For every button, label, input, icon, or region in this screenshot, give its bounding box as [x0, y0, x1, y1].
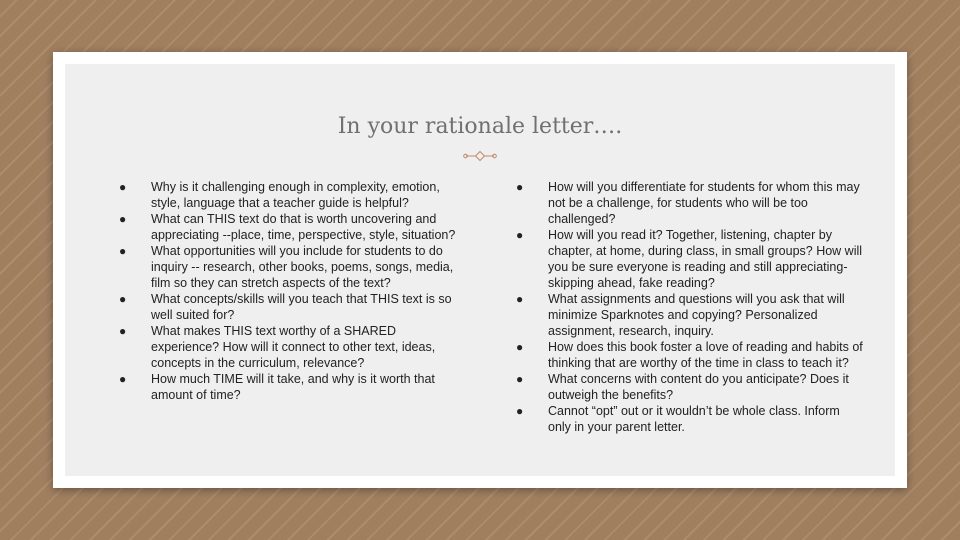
list-item-text: How does this book foster a love of reading and habits of thinking that are worthy of the time in class to teach it?: [548, 340, 863, 370]
list-item-text: How much TIME will it take, and why is it worth that amount of time?: [151, 372, 435, 402]
bullet-icon: ●: [119, 180, 127, 194]
list-item: [119, 211, 464, 243]
list-item-text: What concepts/skills will you teach that THIS text is so well suited for?: [151, 292, 452, 322]
list-item: [119, 323, 464, 371]
slide-content-panel: [65, 64, 895, 476]
list-item: [516, 291, 866, 339]
bullet-icon: ●: [119, 372, 127, 386]
list-item-text: Why is it challenging enough in complexity, emotion, style, language that a teacher guide is helpful?: [151, 180, 440, 210]
bullet-icon: ●: [516, 228, 524, 242]
bullet-icon: ●: [516, 180, 524, 194]
list-item-text: How will you differentiate for students for whom this may not be a challenge, for students who will be too challenged?: [548, 180, 860, 226]
list-item: [119, 371, 464, 403]
list-item: [119, 179, 464, 211]
list-item: [119, 243, 464, 291]
list-item: [516, 371, 866, 403]
list-item-text: Cannot “opt” out or it wouldn’t be whole class. Inform only in your parent letter.: [548, 404, 840, 434]
list-item-text: What assignments and questions will you ask that will minimize Sparknotes and copying? Personalized assignment, research, inquiry.: [548, 292, 845, 338]
right-bullet-list: [516, 179, 866, 435]
list-item-text: What makes THIS text worthy of a SHARED experience? How will it connect to other text, ideas, concepts in the curriculum, relevance?: [151, 324, 436, 370]
bullet-icon: ●: [119, 324, 127, 338]
list-item: [516, 227, 866, 291]
list-item: [516, 339, 866, 371]
list-item: [516, 179, 866, 227]
bullet-icon: ●: [516, 404, 524, 418]
slide-title: In your rationale letter….: [337, 114, 623, 139]
list-item-text: What can THIS text do that is worth uncovering and appreciating --place, time, perspective, style, situation?: [151, 212, 456, 242]
bullet-icon: ●: [516, 292, 524, 306]
list-item: [516, 403, 866, 435]
slide-card: [53, 52, 907, 488]
divider-ornament-icon: [463, 150, 497, 162]
list-item: [119, 291, 464, 323]
list-item-text: What opportunities will you include for students to do inquiry -- research, other books, poems, songs, media, film so they can stretch aspects of the text?: [151, 244, 454, 290]
left-bullet-list: [119, 179, 464, 403]
bullet-icon: ●: [119, 292, 127, 306]
bullet-icon: ●: [119, 212, 127, 226]
list-item-text: How will you read it? Together, listening, chapter by chapter, at home, during class, in small groups? How will you be sure everyone is reading and still appreciating- skipping ahead, fake reading?: [548, 228, 863, 290]
bullet-icon: ●: [516, 340, 524, 354]
bullet-icon: ●: [516, 372, 524, 386]
bullet-icon: ●: [119, 244, 127, 258]
list-item-text: What concerns with content do you anticipate? Does it outweigh the benefits?: [548, 372, 849, 402]
